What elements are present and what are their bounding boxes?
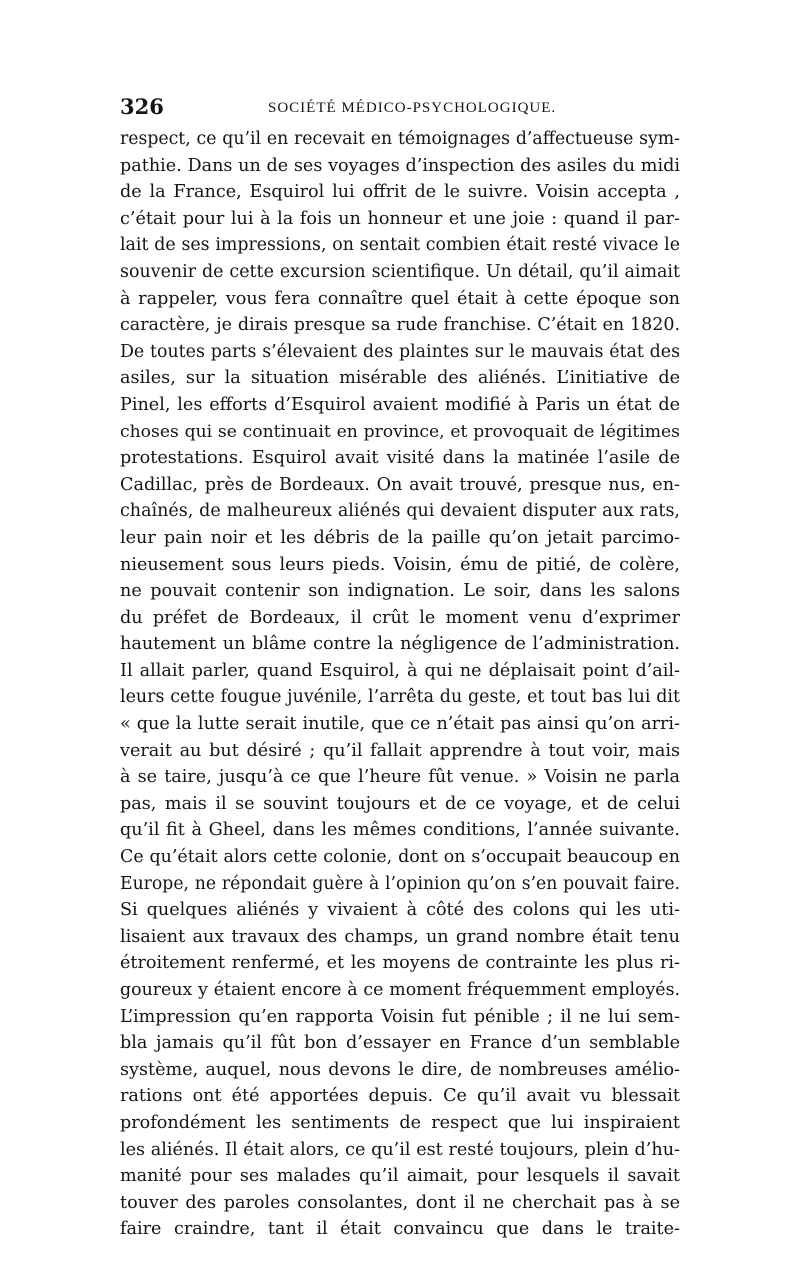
text-line: Pinel, les efforts d’Esquirol avaient modifié à Paris un état de: [120, 394, 680, 415]
text-line: pathie. Dans un de ses voyages d’inspection des asiles du midi: [120, 155, 680, 176]
text-line: souvenir de cette excursion scientifique. Un détail, qu’il aimait: [120, 261, 680, 282]
text-line: ne pouvait contenir son indignation. Le soir, dans les salons: [120, 581, 680, 602]
journal-title: SOCIÉTÉ MÉDICO-PSYCHOLOGIQUE.: [268, 100, 557, 116]
text-line: « que la lutte serait inutile, que ce n’était pas ainsi qu’on arri-: [120, 714, 680, 735]
text-line: Si quelques aliénés y vivaient à côté des colons qui les uti-: [120, 900, 680, 921]
text-line: qu’il fit à Gheel, dans les mêmes conditions, l’année suivante.: [120, 820, 680, 841]
body-text: [120, 126, 680, 1243]
text-line: à se taire, jusqu’à ce que l’heure fût venue. » Voisin ne parla: [120, 767, 680, 788]
text-line: du préfet de Bordeaux, il crût le moment venu d’exprimer: [120, 607, 680, 628]
text-line: pas, mais il se souvint toujours et de ce voyage, et de celui: [120, 793, 680, 814]
text-line: asiles, sur la situation misérable des aliénés. L’initiative de: [120, 368, 680, 389]
text-line: de la France, Esquirol lui offrit de le suivre. Voisin accepta ,: [120, 182, 680, 203]
text-line: bla jamais qu’il fût bon d’essayer en France d’un semblable: [120, 1033, 680, 1054]
text-line: De toutes parts s’élevaient des plaintes sur le mauvais état des: [120, 341, 680, 362]
text-line: manité pour ses malades qu’il aimait, pour lesquels il savait: [120, 1166, 680, 1187]
text-line: lait de ses impressions, on sentait combien était resté vivace le: [120, 235, 680, 256]
text-line: Cadillac, près de Bordeaux. On avait trouvé, presque nus, en-: [120, 474, 680, 495]
text-line: rations ont été apportées depuis. Ce qu’il avait vu blessait: [120, 1086, 680, 1107]
text-line: étroitement renfermé, et les moyens de contrainte les plus ri-: [120, 953, 680, 974]
text-line: faire craindre, tant il était convaincu que dans le traite-: [120, 1219, 680, 1240]
text-line: touver des paroles consolantes, dont il ne cherchait pas à se: [120, 1192, 680, 1213]
text-line: caractère, je dirais presque sa rude franchise. C’était en 1820.: [120, 315, 680, 336]
text-line: goureux y étaient encore à ce moment fréquemment employés.: [120, 980, 680, 1000]
text-line: respect, ce qu’il en recevait en témoignages d’affectueuse sym-: [120, 129, 680, 149]
text-line: L’impression qu’en rapporta Voisin fut pénible ; il ne lui sem-: [120, 1006, 680, 1027]
text-line: verait au but désiré ; qu’il fallait apprendre à tout voir, mais: [120, 740, 680, 761]
text-line: Europe, ne répondait guère à l’opinion qu’on s’en pouvait faire.: [120, 873, 680, 894]
text-line: Ce qu’était alors cette colonie, dont on s’occupait beaucoup en: [120, 847, 680, 868]
running-head: [120, 94, 680, 120]
text-line: lisaient aux travaux des champs, un grand nombre était tenu: [120, 926, 680, 947]
text-line: leurs cette fougue juvénile, l’arrêta du geste, et tout bas lui dit: [120, 687, 680, 708]
text-line: choses qui se continuait en province, et provoquait de légitimes: [120, 421, 680, 442]
text-line: hautement un blâme contre la négligence de l’administration.: [120, 634, 680, 655]
text-line: nieusement sous leurs pieds. Voisin, ému de pitié, de colère,: [120, 554, 680, 575]
text-line: les aliénés. Il était alors, ce qu’il est resté toujours, plein d’hu-: [120, 1139, 680, 1160]
text-line: à rappeler, vous fera connaître quel était à cette époque son: [120, 288, 680, 309]
text-line: profondément les sentiments de respect que lui inspiraient: [120, 1112, 680, 1133]
text-line: c’était pour lui à la fois un honneur et une joie : quand il par-: [120, 208, 680, 229]
text-line: Il allait parler, quand Esquirol, à qui ne déplaisait point d’ail-: [120, 660, 680, 681]
text-line: protestations. Esquirol avait visité dans la matinée l’asile de: [120, 448, 680, 469]
text-line: leur pain noir et les débris de la paille qu’on jetait parcimo-: [120, 527, 680, 548]
text-line: chaînés, de malheureux aliénés qui devaient disputer aux rats,: [120, 501, 680, 522]
page-number: 326: [120, 94, 164, 119]
text-line: système, auquel, nous devons le dire, de nombreuses amélio-: [120, 1059, 680, 1080]
